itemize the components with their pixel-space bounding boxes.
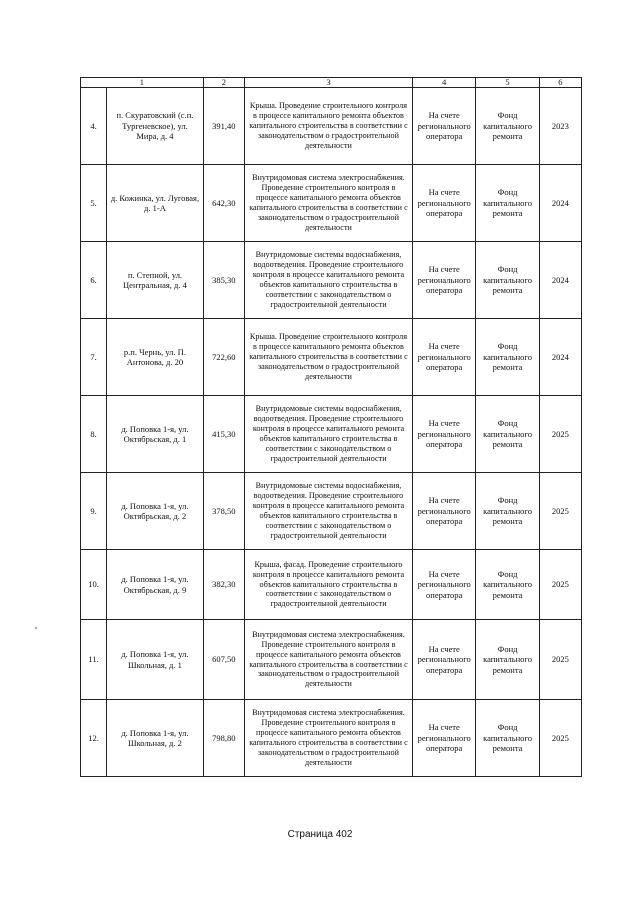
fund-type-cell: Фонд капитального ремонта	[476, 165, 539, 242]
fund-type-cell: Фонд капитального ремонта	[476, 88, 539, 165]
column-number-2: 2	[203, 78, 244, 88]
year-cell: 2025	[539, 396, 581, 473]
column-number-6: 6	[539, 78, 581, 88]
funding-source-cell: На счете регионального оператора	[412, 550, 475, 620]
work-description-cell: Внутридомовые системы водоснабжения, водоотведения. Проведение строительного контроля в процессе капитального ремонта объектов капитального строительства в соответствии с законодательством о градостроительной деятельности	[244, 473, 412, 550]
address-cell: д. Поповка 1-я, ул. Школьная, д. 1	[107, 620, 204, 700]
work-description-cell: Внутридомовые системы водоснабжения, водоотведения. Проведение строительного контроля в процессе капитального ремонта объектов капитального строительства в соответствии с законодательством о градостроительной деятельности	[244, 396, 412, 473]
funding-source-cell: На счете регионального оператора	[412, 620, 475, 700]
year-cell: 2024	[539, 242, 581, 319]
funding-source-cell: На счете регионального оператора	[412, 242, 475, 319]
address-cell: д. Кожинка, ул. Луговая, д. 1-А	[107, 165, 204, 242]
table-body	[81, 88, 582, 777]
area-cell: 798,80	[203, 700, 244, 777]
fund-type-cell: Фонд капитального ремонта	[476, 700, 539, 777]
area-cell: 391,40	[203, 88, 244, 165]
table-row	[81, 242, 582, 319]
row-number-cell: 9.	[81, 473, 107, 550]
funding-source-cell: На счете регионального оператора	[412, 319, 475, 396]
year-cell: 2025	[539, 620, 581, 700]
year-cell: 2024	[539, 319, 581, 396]
table-row	[81, 88, 582, 165]
row-number-cell: 8.	[81, 396, 107, 473]
funding-source-cell: На счете регионального оператора	[412, 473, 475, 550]
address-cell: д. Поповка 1-я, ул. Октябрьская, д. 9	[107, 550, 204, 620]
year-cell: 2025	[539, 550, 581, 620]
table-row	[81, 473, 582, 550]
area-cell: 378,50	[203, 473, 244, 550]
work-description-cell: Крыша. Проведение строительного контроля в процессе капитального ремонта объектов капитального строительства в соответствии с законодательством о градостроительной деятельности	[244, 319, 412, 396]
table-row	[81, 550, 582, 620]
row-number-cell: 5.	[81, 165, 107, 242]
row-number-cell: 10.	[81, 550, 107, 620]
fund-type-cell: Фонд капитального ремонта	[476, 473, 539, 550]
table-row	[81, 700, 582, 777]
work-description-cell: Внутридомовая система электроснабжения. Проведение строительного контроля в процессе капитального ремонта объектов капитального строительства в соответствии с законодательством о градостроительной деятельности	[244, 700, 412, 777]
address-cell: р.п. Чернь, ул. П. Антонова, д. 20	[107, 319, 204, 396]
repair-schedule-table	[80, 77, 582, 777]
area-cell: 415,30	[203, 396, 244, 473]
area-cell: 642,30	[203, 165, 244, 242]
area-cell: 385,30	[203, 242, 244, 319]
funding-source-cell: На счете регионального оператора	[412, 165, 475, 242]
row-number-cell: 6.	[81, 242, 107, 319]
fund-type-cell: Фонд капитального ремонта	[476, 319, 539, 396]
table-header	[81, 78, 582, 88]
work-description-cell: Крыша, фасад. Проведение строительного контроля в процессе капитального ремонта объектов капитального строительства в соответствии с законодательством о градостроительной деятельности	[244, 550, 412, 620]
address-cell: д. Поповка 1-я, ул. Октябрьская, д. 1	[107, 396, 204, 473]
work-description-cell: Крыша. Проведение строительного контроля в процессе капитального ремонта объектов капитального строительства в соответствии с законодательством о градостроительной деятельности	[244, 88, 412, 165]
funding-source-cell: На счете регионального оператора	[412, 700, 475, 777]
fund-type-cell: Фонд капитального ремонта	[476, 550, 539, 620]
column-number-row	[81, 78, 582, 88]
work-description-cell: Внутридомовая система электроснабжения. Проведение строительного контроля в процессе капитального ремонта объектов капитального строительства в соответствии с законодательством о градостроительной деятельности	[244, 620, 412, 700]
page-number: Страница 402	[287, 829, 353, 840]
table-row	[81, 396, 582, 473]
table-row	[81, 319, 582, 396]
fund-type-cell: Фонд капитального ремонта	[476, 620, 539, 700]
fund-type-cell: Фонд капитального ремонта	[476, 242, 539, 319]
table-row	[81, 165, 582, 242]
scan-speck	[35, 627, 37, 629]
work-description-cell: Внутридомовая система электроснабжения. Проведение строительного контроля в процессе капитального ремонта объектов капитального строительства в соответствии с законодательством о градостроительной деятельности	[244, 165, 412, 242]
row-number-cell: 11.	[81, 620, 107, 700]
address-cell: п. Скуратовский (с.п. Тургеневское), ул. Мира, д. 4	[107, 88, 204, 165]
column-number-1: 1	[81, 78, 204, 88]
column-number-5: 5	[476, 78, 539, 88]
year-cell: 2024	[539, 165, 581, 242]
address-cell: д. Поповка 1-я, ул. Школьная, д. 2	[107, 700, 204, 777]
area-cell: 722,60	[203, 319, 244, 396]
fund-type-cell: Фонд капитального ремонта	[476, 396, 539, 473]
year-cell: 2025	[539, 473, 581, 550]
area-cell: 607,50	[203, 620, 244, 700]
table-row	[81, 620, 582, 700]
work-description-cell: Внутридомовые системы водоснабжения, водоотведения. Проведение строительного контроля в процессе капитального ремонта объектов капитального строительства в соответствии с законодательством о градостроительной деятельности	[244, 242, 412, 319]
column-number-4: 4	[412, 78, 475, 88]
row-number-cell: 12.	[81, 700, 107, 777]
address-cell: д. Поповка 1-я, ул. Октябрьская, д. 2	[107, 473, 204, 550]
address-cell: п. Степной, ул. Центральная, д. 4	[107, 242, 204, 319]
year-cell: 2025	[539, 700, 581, 777]
row-number-cell: 4.	[81, 88, 107, 165]
funding-source-cell: На счете регионального оператора	[412, 396, 475, 473]
year-cell: 2023	[539, 88, 581, 165]
funding-source-cell: На счете регионального оператора	[412, 88, 475, 165]
area-cell: 382,30	[203, 550, 244, 620]
column-number-3: 3	[244, 78, 412, 88]
row-number-cell: 7.	[81, 319, 107, 396]
